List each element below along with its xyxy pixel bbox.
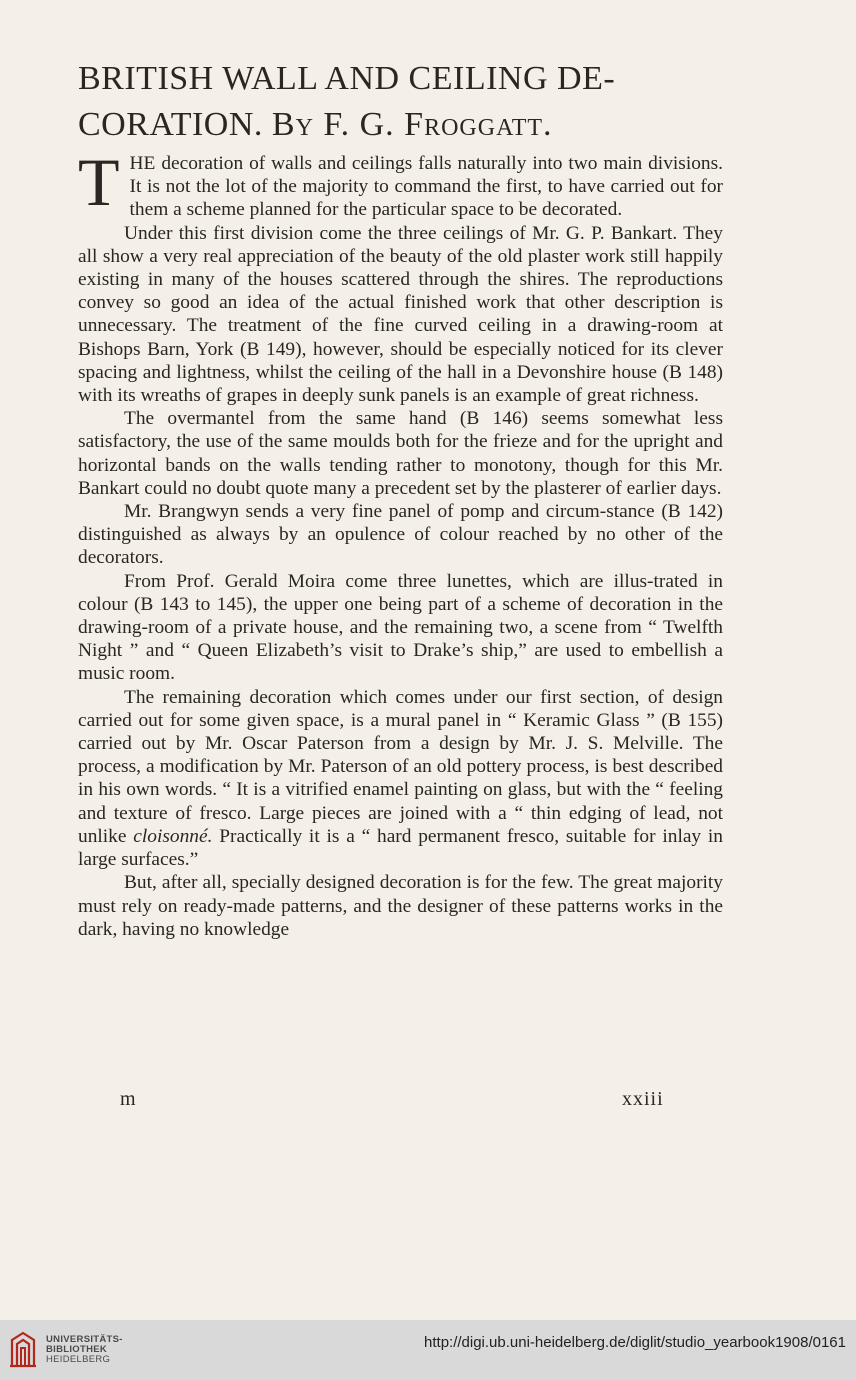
- byline: By F. G. Froggatt.: [271, 106, 553, 143]
- paragraph-3: The overmantel from the same hand (B 146) seems somewhat less satisfactory, the use of the same moulds both for the frieze and for the upright and horizontal bands on the walls tending rather to monotony, though for this Mr. Bankart could no doubt quote many a precedent set by the plasterer of earlier days.: [78, 408, 723, 499]
- library-name: UNIVERSITÄTS- BIBLIOTHEK HEIDELBERG: [46, 1334, 123, 1365]
- title-line-2: CORATION.: [78, 106, 263, 143]
- library-logo-icon[interactable]: [8, 1330, 38, 1370]
- drop-cap: T: [78, 144, 120, 220]
- paragraph-2: Under this first division come the three ceilings of Mr. G. P. Bankart. They all show a very real appreciation of the beauty of the old plaster work still happily existing in many of the houses scattered through the shires. The reproductions convey so good an idea of the actual finished work that other description is unnecessary. The treatment of the fine curved ceiling in a drawing-room at Bishops Barn, York (B 149), however, should be especially noticed for its clever spacing and lightness, whilst the ceiling of the hall in a Devonshire house (B 148) with its wreaths of grapes in deeply sunk panels is an example of great richness.: [78, 222, 723, 407]
- paragraph-1: THE decoration of walls and ceilings falls naturally into two main divisions. It is not the lot of the majority to command the first, to have carried out for them a scheme planned for the particular space to be decorated.: [78, 144, 723, 221]
- title-line-1: BRITISH WALL AND CEILING DE-: [78, 60, 616, 97]
- paragraph-5: From Prof. Gerald Moira come three lunettes, which are illus-trated in colour (B 143 to 145), the upper one being part of a scheme of decoration in the drawing-room of a private house, and the remaining two, a scene from “ Twelfth Night ” and “ Queen Elizabeth’s visit to Drake’s ship,” are used to embellish a music room.: [78, 570, 723, 685]
- article-body: [78, 144, 723, 941]
- paragraph-6: The remaining decoration which comes under our first section, of design carried out for some given space, is a mural panel in “ Keramic Glass ” (B 155) carried out by Mr. Oscar Paterson from a design by Mr. J. S. Melville. The process, a modification by Mr. Paterson of an old pottery process, is best described in his own words. “ It is a vitrified enamel painting on glass, but with the “ feeling and texture of fresco. Large pieces are joined with a “ thin edging of lead, not unlike cloisonné. Practically it is a “ hard permanent fresco, suitable for inlay in large surfaces.”: [78, 686, 723, 871]
- digitization-footer: [0, 1320, 856, 1380]
- paragraph-7: But, after all, specially designed decoration is for the few. The great majority must rely on ready-made patterns, and the designer of these patterns works in the dark, having no knowledge: [78, 872, 723, 940]
- signature-mark: m: [120, 1088, 136, 1110]
- italic-term: cloisonné.: [133, 825, 213, 847]
- paragraph-4: Mr. Brangwyn sends a very fine panel of pomp and circum-stance (B 142) distinguished as always by an opulence of colour reached by no other of the decorators.: [78, 501, 723, 569]
- page-number: xxiii: [622, 1088, 664, 1110]
- article-title: [78, 56, 778, 148]
- source-url-link[interactable]: http://digi.ub.uni-heidelberg.de/diglit/studio_yearbook1908/0161: [424, 1334, 846, 1351]
